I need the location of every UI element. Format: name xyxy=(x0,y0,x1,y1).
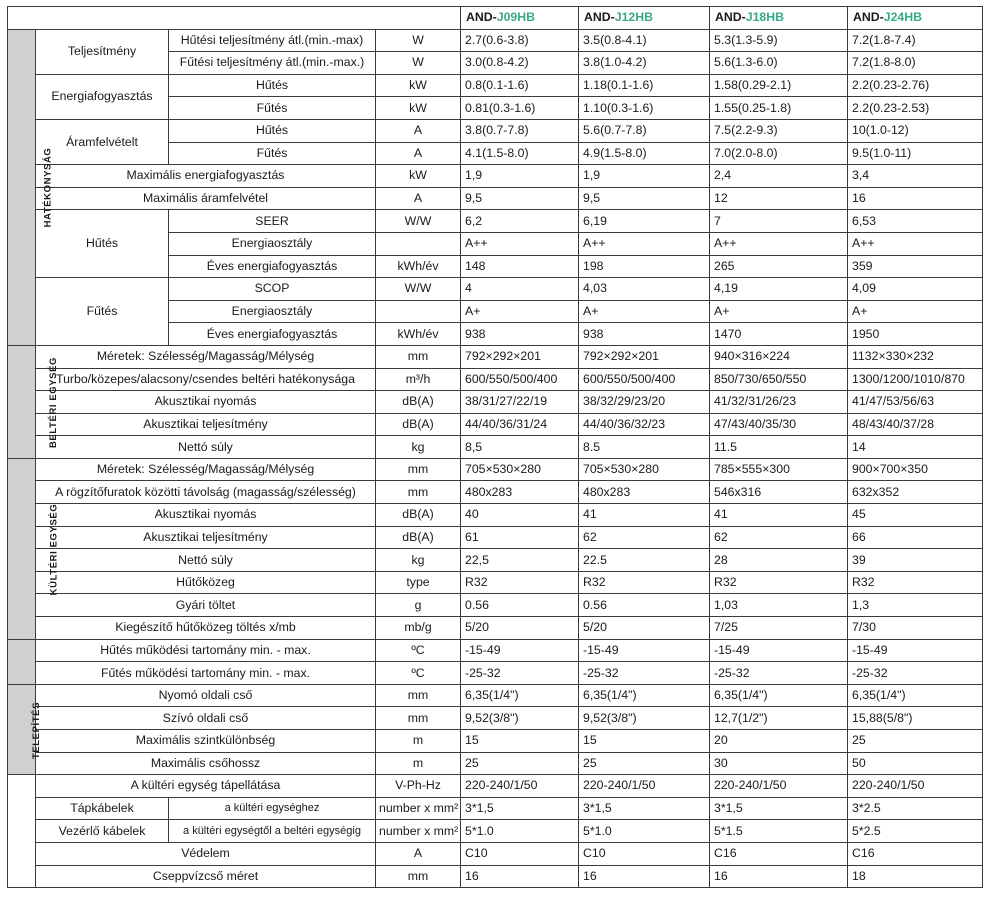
value-cell: 40 xyxy=(461,504,579,527)
value-cell: 1,9 xyxy=(579,165,710,188)
value-cell: 20 xyxy=(710,730,848,753)
unit-cell: mm xyxy=(376,458,461,481)
value-cell: R32 xyxy=(579,571,710,594)
spec-row xyxy=(8,752,983,775)
unit-cell: kW xyxy=(376,97,461,120)
spec-table xyxy=(7,6,983,888)
value-cell: -15-49 xyxy=(848,639,983,662)
spec-row xyxy=(8,571,983,594)
value-cell: 1132×330×232 xyxy=(848,345,983,368)
value-cell: C16 xyxy=(710,842,848,865)
row-label: Hűtőközeg xyxy=(36,571,376,594)
spec-row xyxy=(8,684,983,707)
unit-cell: mm xyxy=(376,684,461,707)
value-cell: 785×555×300 xyxy=(710,458,848,481)
header-blank xyxy=(8,7,461,30)
value-cell: 47/43/40/35/30 xyxy=(710,413,848,436)
group-label: Cseppvízcső méret xyxy=(36,865,376,888)
unit-cell: A xyxy=(376,187,461,210)
value-cell: 359 xyxy=(848,255,983,278)
unit-cell: W xyxy=(376,52,461,75)
model-suffix: J24HB xyxy=(883,10,923,25)
spec-row xyxy=(8,165,983,188)
value-cell: 12 xyxy=(710,187,848,210)
value-cell: 9.5(1.0-11) xyxy=(848,142,983,165)
value-cell: A+ xyxy=(579,300,710,323)
value-cell: A+ xyxy=(848,300,983,323)
value-cell: 6,2 xyxy=(461,210,579,233)
spec-row xyxy=(8,707,983,730)
value-cell: 15,88(5/8") xyxy=(848,707,983,730)
unit-cell: W/W xyxy=(376,278,461,301)
row-label: Maximális áramfelvétel xyxy=(36,187,376,210)
value-cell: 0.81(0.3-1.6) xyxy=(461,97,579,120)
value-cell: 3.0(0.8-4.2) xyxy=(461,52,579,75)
row-label: Nyomó oldali cső xyxy=(36,684,376,707)
value-cell: 25 xyxy=(848,730,983,753)
value-cell: 2.7(0.6-3.8) xyxy=(461,29,579,52)
spec-row xyxy=(8,549,983,572)
value-cell: 5/20 xyxy=(461,617,579,640)
unit-cell: number x mm² xyxy=(376,797,461,820)
value-cell: 265 xyxy=(710,255,848,278)
group-label: Hűtés xyxy=(36,210,169,278)
spec-row xyxy=(8,865,983,888)
value-cell: 480x283 xyxy=(579,481,710,504)
value-cell: 2.2(0.23-2.53) xyxy=(848,97,983,120)
unit-cell: W/W xyxy=(376,210,461,233)
value-cell: 1.10(0.3-1.6) xyxy=(579,97,710,120)
value-cell: 6,35(1/4") xyxy=(848,684,983,707)
value-cell: 14 xyxy=(848,436,983,459)
value-cell: 220-240/1/50 xyxy=(461,775,579,798)
unit-cell: m xyxy=(376,730,461,753)
model-header xyxy=(710,7,848,30)
unit-cell: m³/h xyxy=(376,368,461,391)
value-cell: 38/32/29/23/20 xyxy=(579,391,710,414)
unit-cell: dB(A) xyxy=(376,526,461,549)
sub-label: Energiaosztály xyxy=(169,232,376,255)
section-title: KÜLTÉRI EGYSÉG xyxy=(48,503,60,596)
value-cell: 7.2(1.8-8.0) xyxy=(848,52,983,75)
value-cell: -25-32 xyxy=(848,662,983,685)
value-cell: A++ xyxy=(848,232,983,255)
section-title: BELTÉRI EGYSÉG xyxy=(48,356,60,448)
value-cell: 30 xyxy=(710,752,848,775)
unit-cell: dB(A) xyxy=(376,391,461,414)
spec-row xyxy=(8,481,983,504)
value-cell: 25 xyxy=(579,752,710,775)
spec-row xyxy=(8,842,983,865)
sub-label: Fűtés xyxy=(169,97,376,120)
value-cell: 2,4 xyxy=(710,165,848,188)
value-cell: -25-32 xyxy=(710,662,848,685)
section-label xyxy=(8,684,43,774)
spec-row xyxy=(8,187,983,210)
value-cell: 2.2(0.23-2.76) xyxy=(848,74,983,97)
row-label: Maximális energiafogyasztás xyxy=(36,165,376,188)
value-cell: 6,35(1/4") xyxy=(710,684,848,707)
value-cell: 3.8(1.0-4.2) xyxy=(579,52,710,75)
value-cell: 45 xyxy=(848,504,983,527)
unit-cell: A xyxy=(376,142,461,165)
value-cell: 1470 xyxy=(710,323,848,346)
value-cell: 15 xyxy=(461,730,579,753)
value-cell: 220-240/1/50 xyxy=(579,775,710,798)
value-cell: A+ xyxy=(710,300,848,323)
row-label: Nettó súly xyxy=(36,436,376,459)
unit-cell: kg xyxy=(376,549,461,572)
section-label xyxy=(8,458,60,639)
value-cell: 22.5 xyxy=(579,549,710,572)
value-cell: 62 xyxy=(710,526,848,549)
value-cell: 7.5(2.2-9.3) xyxy=(710,119,848,142)
value-cell: -25-32 xyxy=(461,662,579,685)
value-cell: 10(1.0-12) xyxy=(848,119,983,142)
value-cell: 41 xyxy=(710,504,848,527)
row-label: A kültéri egység tápellátása xyxy=(36,775,376,798)
unit-cell: kW xyxy=(376,74,461,97)
value-cell: 4.1(1.5-8.0) xyxy=(461,142,579,165)
spec-row xyxy=(8,391,983,414)
model-suffix: J12HB xyxy=(614,10,654,25)
model-prefix: AND- xyxy=(466,10,497,25)
value-cell: 28 xyxy=(710,549,848,572)
value-cell: 41/32/31/26/23 xyxy=(710,391,848,414)
unit-cell: W xyxy=(376,29,461,52)
spec-row xyxy=(8,458,983,481)
value-cell: 4,19 xyxy=(710,278,848,301)
row-label: Kiegészítő hűtőközeg töltés x/mb xyxy=(36,617,376,640)
group-label: Vezérlő kábelek xyxy=(36,820,169,843)
value-cell: 4 xyxy=(461,278,579,301)
unit-cell: ºC xyxy=(376,662,461,685)
unit-cell: mb/g xyxy=(376,617,461,640)
model-header xyxy=(848,7,983,30)
value-cell: 39 xyxy=(848,549,983,572)
value-cell: 8,5 xyxy=(461,436,579,459)
unit-cell: kWh/év xyxy=(376,323,461,346)
value-cell: 7/25 xyxy=(710,617,848,640)
value-cell: 5*2.5 xyxy=(848,820,983,843)
model-prefix: AND- xyxy=(715,10,746,25)
value-cell: 3.5(0.8-4.1) xyxy=(579,29,710,52)
spec-row xyxy=(8,29,983,52)
spec-row xyxy=(8,594,983,617)
value-cell: 7.2(1.8-7.4) xyxy=(848,29,983,52)
spec-row xyxy=(8,639,983,662)
value-cell: 5.6(0.7-7.8) xyxy=(579,119,710,142)
section-label xyxy=(8,29,54,345)
value-cell: C10 xyxy=(579,842,710,865)
value-cell: -15-49 xyxy=(461,639,579,662)
row-label: Méretek: Szélesség/Magasság/Mélység xyxy=(36,345,376,368)
sub-label: SCOP xyxy=(169,278,376,301)
group-label: Védelem xyxy=(36,842,376,865)
spec-row xyxy=(8,436,983,459)
row-label: Akusztikai teljesítmény xyxy=(36,413,376,436)
row-label: Turbo/közepes/alacsony/csendes beltéri hatékonysága xyxy=(36,368,376,391)
value-cell: 1,9 xyxy=(461,165,579,188)
value-cell: 6,35(1/4") xyxy=(461,684,579,707)
value-cell: 900×700×350 xyxy=(848,458,983,481)
value-cell: 44/40/36/31/24 xyxy=(461,413,579,436)
value-cell: 48/43/40/37/28 xyxy=(848,413,983,436)
value-cell: 938 xyxy=(579,323,710,346)
value-cell: R32 xyxy=(710,571,848,594)
value-cell: A++ xyxy=(710,232,848,255)
section-label xyxy=(8,345,60,458)
value-cell: 7.0(2.0-8.0) xyxy=(710,142,848,165)
value-cell: 1.55(0.25-1.8) xyxy=(710,97,848,120)
value-cell: 600/550/500/400 xyxy=(461,368,579,391)
value-cell: 4,03 xyxy=(579,278,710,301)
value-cell: 792×292×201 xyxy=(461,345,579,368)
spec-row xyxy=(8,119,983,142)
value-cell: A++ xyxy=(461,232,579,255)
value-cell: 5*1.5 xyxy=(710,820,848,843)
value-cell: -15-49 xyxy=(579,639,710,662)
spec-sheet xyxy=(7,6,982,895)
unit-cell: mm xyxy=(376,481,461,504)
spec-row xyxy=(8,345,983,368)
value-cell: 0.8(0.1-1.6) xyxy=(461,74,579,97)
value-cell: A++ xyxy=(579,232,710,255)
spec-row xyxy=(8,413,983,436)
value-cell: -15-49 xyxy=(710,639,848,662)
value-cell: 18 xyxy=(848,865,983,888)
group-label: Teljesítmény xyxy=(36,29,169,74)
row-label: Szívó oldali cső xyxy=(36,707,376,730)
value-cell: 25 xyxy=(461,752,579,775)
value-cell: 850/730/650/550 xyxy=(710,368,848,391)
sub-label: Hűtési teljesítmény átl.(min.-max) xyxy=(169,29,376,52)
sub-label: SEER xyxy=(169,210,376,233)
unit-cell: kg xyxy=(376,436,461,459)
unit-cell: A xyxy=(376,842,461,865)
section-title: TELEPÍTÉS xyxy=(31,701,43,759)
sub-label: Fűtés xyxy=(169,142,376,165)
value-cell: 9,5 xyxy=(579,187,710,210)
group-label: Energiafogyasztás xyxy=(36,74,169,119)
value-cell: 16 xyxy=(579,865,710,888)
row-label: Méretek: Szélesség/Magasság/Mélység xyxy=(36,458,376,481)
value-cell: 9,52(3/8") xyxy=(579,707,710,730)
value-cell: C16 xyxy=(848,842,983,865)
value-cell: 3.8(0.7-7.8) xyxy=(461,119,579,142)
row-label: A rögzítőfuratok közötti távolság (magasság/szélesség) xyxy=(36,481,376,504)
value-cell: 15 xyxy=(579,730,710,753)
spec-row xyxy=(8,820,983,843)
value-cell: 1950 xyxy=(848,323,983,346)
unit-cell xyxy=(376,300,461,323)
value-cell: 44/40/36/32/23 xyxy=(579,413,710,436)
unit-cell: mm xyxy=(376,345,461,368)
value-cell: 600/550/500/400 xyxy=(579,368,710,391)
value-cell: 3*1,5 xyxy=(461,797,579,820)
header-row xyxy=(8,7,983,30)
value-cell: 705×530×280 xyxy=(461,458,579,481)
section-blank xyxy=(8,775,36,888)
row-label: Akusztikai teljesítmény xyxy=(36,526,376,549)
value-cell: 546x316 xyxy=(710,481,848,504)
sub-label: Éves energiafogyasztás xyxy=(169,255,376,278)
value-cell: 4,09 xyxy=(848,278,983,301)
section-title: HATÉKONYSÁG xyxy=(42,147,54,228)
value-cell: 705×530×280 xyxy=(579,458,710,481)
row-label: Nettó súly xyxy=(36,549,376,572)
value-cell: 61 xyxy=(461,526,579,549)
sub-label: Éves energiafogyasztás xyxy=(169,323,376,346)
unit-cell: m xyxy=(376,752,461,775)
spec-row xyxy=(8,210,983,233)
value-cell: 792×292×201 xyxy=(579,345,710,368)
spec-row xyxy=(8,775,983,798)
value-cell: 41/47/53/56/63 xyxy=(848,391,983,414)
value-cell: 3,4 xyxy=(848,165,983,188)
unit-cell xyxy=(376,232,461,255)
spec-row xyxy=(8,617,983,640)
value-cell: 8.5 xyxy=(579,436,710,459)
value-cell: 6,35(1/4") xyxy=(579,684,710,707)
value-cell: 16 xyxy=(848,187,983,210)
model-suffix: J09HB xyxy=(496,10,536,25)
value-cell: 148 xyxy=(461,255,579,278)
value-cell: 6,53 xyxy=(848,210,983,233)
value-cell: C10 xyxy=(461,842,579,865)
sub-label: a kültéri egységhez xyxy=(169,797,376,820)
spec-row xyxy=(8,368,983,391)
sub-label: a kültéri egységtől a beltéri egységig xyxy=(169,820,376,843)
unit-cell: V-Ph-Hz xyxy=(376,775,461,798)
row-label: Akusztikai nyomás xyxy=(36,391,376,414)
model-header xyxy=(579,7,710,30)
value-cell: R32 xyxy=(848,571,983,594)
group-label: Tápkábelek xyxy=(36,797,169,820)
value-cell: 50 xyxy=(848,752,983,775)
unit-cell: kWh/év xyxy=(376,255,461,278)
value-cell: 1,03 xyxy=(710,594,848,617)
value-cell: 22,5 xyxy=(461,549,579,572)
value-cell: 7/30 xyxy=(848,617,983,640)
value-cell: 632x352 xyxy=(848,481,983,504)
row-label: Maximális szintkülönbség xyxy=(36,730,376,753)
value-cell: -25-32 xyxy=(579,662,710,685)
row-label: Fűtés működési tartomány min. - max. xyxy=(36,662,376,685)
value-cell: 9,52(3/8") xyxy=(461,707,579,730)
value-cell: 38/31/27/22/19 xyxy=(461,391,579,414)
unit-cell: number x mm² xyxy=(376,820,461,843)
value-cell: 7 xyxy=(710,210,848,233)
value-cell: 66 xyxy=(848,526,983,549)
value-cell: 220-240/1/50 xyxy=(710,775,848,798)
value-cell: 16 xyxy=(710,865,848,888)
value-cell: 1300/1200/1010/870 xyxy=(848,368,983,391)
value-cell: 198 xyxy=(579,255,710,278)
value-cell: 3*2.5 xyxy=(848,797,983,820)
value-cell: 938 xyxy=(461,323,579,346)
section-blank xyxy=(8,639,36,684)
value-cell: 62 xyxy=(579,526,710,549)
value-cell: 1.58(0.29-2.1) xyxy=(710,74,848,97)
unit-cell: ºC xyxy=(376,639,461,662)
unit-cell: A xyxy=(376,119,461,142)
value-cell: 0.56 xyxy=(461,594,579,617)
value-cell: 5.6(1.3-6.0) xyxy=(710,52,848,75)
value-cell: R32 xyxy=(461,571,579,594)
unit-cell: dB(A) xyxy=(376,413,461,436)
spec-row xyxy=(8,504,983,527)
value-cell: 11.5 xyxy=(710,436,848,459)
value-cell: 41 xyxy=(579,504,710,527)
value-cell: 5/20 xyxy=(579,617,710,640)
value-cell: 4.9(1.5-8.0) xyxy=(579,142,710,165)
unit-cell: mm xyxy=(376,707,461,730)
sub-label: Energiaosztály xyxy=(169,300,376,323)
unit-cell: dB(A) xyxy=(376,504,461,527)
row-label: Maximális csőhossz xyxy=(36,752,376,775)
value-cell: 5.3(1.3-5.9) xyxy=(710,29,848,52)
value-cell: 5*1.0 xyxy=(461,820,579,843)
row-label: Hűtés működési tartomány min. - max. xyxy=(36,639,376,662)
value-cell: 3*1,5 xyxy=(579,797,710,820)
spec-row xyxy=(8,797,983,820)
row-label: Akusztikai nyomás xyxy=(36,504,376,527)
value-cell: 9,5 xyxy=(461,187,579,210)
value-cell: 1.18(0.1-1.6) xyxy=(579,74,710,97)
spec-row xyxy=(8,526,983,549)
spec-row xyxy=(8,730,983,753)
value-cell: 940×316×224 xyxy=(710,345,848,368)
unit-cell: type xyxy=(376,571,461,594)
model-header xyxy=(461,7,579,30)
value-cell: 16 xyxy=(461,865,579,888)
value-cell: A+ xyxy=(461,300,579,323)
value-cell: 480x283 xyxy=(461,481,579,504)
model-prefix: AND- xyxy=(584,10,615,25)
value-cell: 0.56 xyxy=(579,594,710,617)
spec-row xyxy=(8,662,983,685)
sub-label: Hűtés xyxy=(169,119,376,142)
sub-label: Fűtési teljesítmény átl.(min.-max.) xyxy=(169,52,376,75)
group-label: Áramfelvételt xyxy=(36,119,169,164)
unit-cell: mm xyxy=(376,865,461,888)
value-cell: 1,3 xyxy=(848,594,983,617)
value-cell: 12,7(1/2") xyxy=(710,707,848,730)
value-cell: 220-240/1/50 xyxy=(848,775,983,798)
value-cell: 6,19 xyxy=(579,210,710,233)
group-label: Fűtés xyxy=(36,278,169,346)
value-cell: 3*1,5 xyxy=(710,797,848,820)
value-cell: 5*1.0 xyxy=(579,820,710,843)
spec-row xyxy=(8,278,983,301)
spec-row xyxy=(8,74,983,97)
unit-cell: kW xyxy=(376,165,461,188)
sub-label: Hűtés xyxy=(169,74,376,97)
model-prefix: AND- xyxy=(853,10,884,25)
unit-cell: g xyxy=(376,594,461,617)
model-suffix: J18HB xyxy=(745,10,785,25)
row-label: Gyári töltet xyxy=(36,594,376,617)
